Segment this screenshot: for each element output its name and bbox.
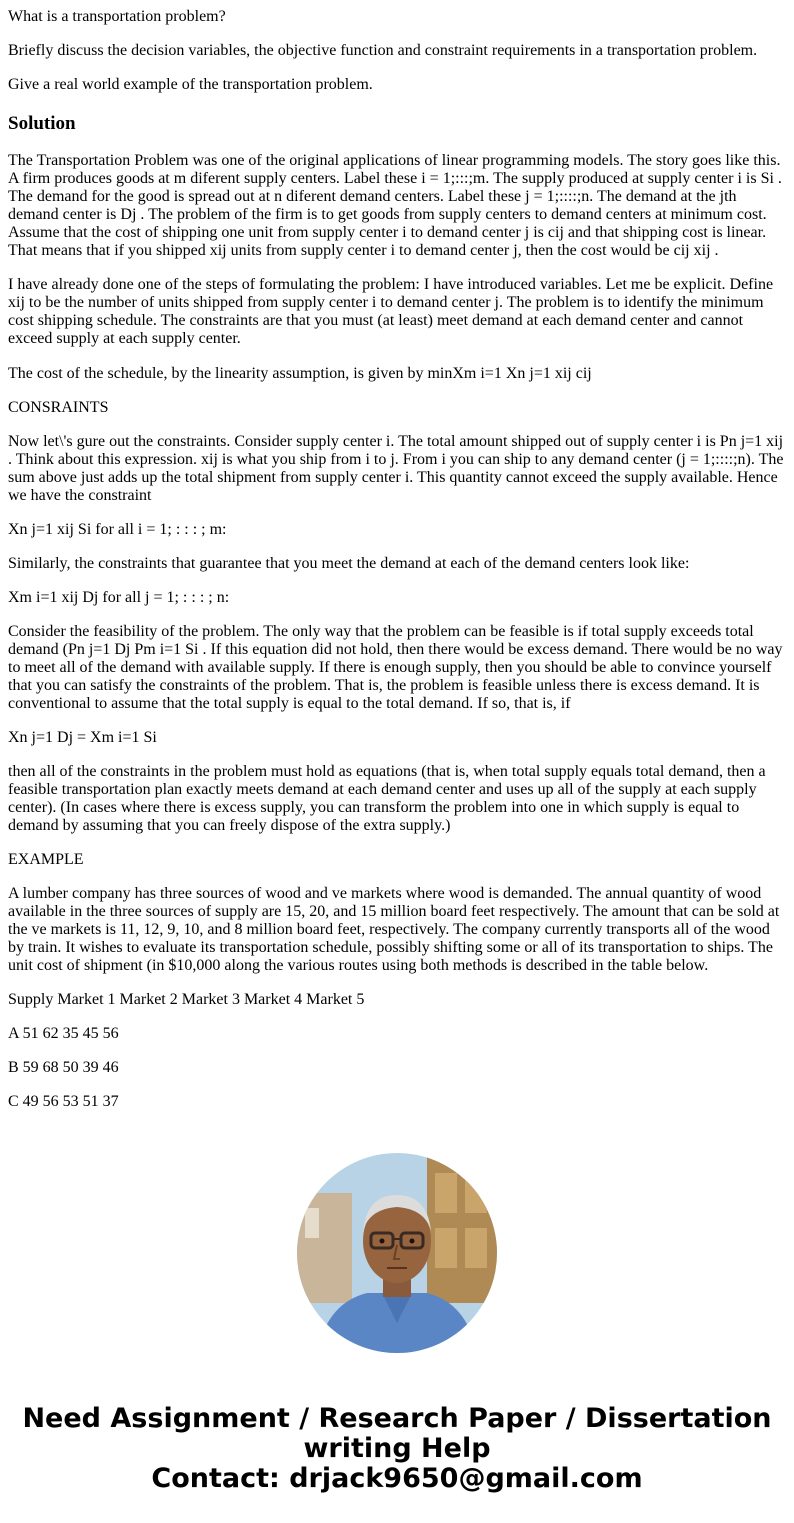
heading-example: EXAMPLE	[8, 851, 84, 868]
question-line-1: What is a transportation problem?	[8, 8, 226, 25]
question-line-3: Give a real world example of the transportation problem.	[8, 76, 373, 93]
paragraph-intro: The Transportation Problem was one of the original applications of linear programming models. The story goes like this. A firm produces goods at m diferent supply centers. Label these i = 1;:::;m. The supply produced at supply center i is Si . The demand for the good is spread out at n diferent demand centers. Label these j = 1;::::;n. The demand at the jth demand center is Dj . The problem of the firm is to get goods from supply centers to demand centers at minimum cost. Assume that the cost of shipping one unit from supply center i to demand center j is cij and that shipping cost is linear. That means that if you shipped xij units from supply center i to demand center j, then the cost would be cij xij .	[8, 152, 782, 259]
footer-contact-email: Contact: drjack9650@gmail.com	[151, 1463, 643, 1494]
paragraph-feasibility: Consider the feasibility of the problem. The only way that the problem can be feasible is if total supply exceeds total demand (Pn j=1 Dj Pm i=1 Si . If this equation did not hold, then there would be excess demand. There would be no way to meet all of the demand with available supply. If there is enough supply, then you should be able to convince yourself that you can satisfy the constraints of the problem. That is, the problem is feasible unless there is excess demand. It is conventional to assume that the total supply is equal to the total demand. If so, that is, if	[8, 623, 783, 712]
question-line-2: Briefly discuss the decision variables, the objective function and constraint requirements in a transportation problem.	[8, 42, 758, 59]
person-photo-icon	[297, 1153, 497, 1353]
table-row-c: C 49 56 53 51 37	[8, 1093, 119, 1110]
heading-constraints: CONSRAINTS	[8, 399, 109, 416]
paragraph-lumber-example: A lumber company has three sources of wood and ve markets where wood is demanded. The annual quantity of wood available in the three sources of supply are 15, 20, and 15 million board feet respectively. The amount that can be sold at the ve markets is 11, 12, 9, 10, and 8 million board feet, respectively. The company currently transports all of the wood by train. It wishes to evaluate its transportation schedule, possibly shifting some or all of its transportation to ships. The unit cost of shipment (in $10,000 along the various routes using both methods is described in the table below.	[8, 885, 780, 974]
formula-demand: Xm i=1 xij Dj for all j = 1; : : : ; n:	[8, 589, 230, 606]
footer-line-2: writing Help	[303, 1433, 491, 1464]
paragraph-objective: The cost of the schedule, by the linearity assumption, is given by minXm i=1 Xn j=1 xij cij	[8, 365, 592, 382]
formula-balance: Xn j=1 Dj = Xm i=1 Si	[8, 729, 157, 746]
promo-footer	[0, 1404, 794, 1494]
table-header-row: Supply Market 1 Market 2 Market 3 Market 4 Market 5	[8, 991, 365, 1008]
table-row-b: B 59 68 50 39 46	[8, 1059, 119, 1076]
footer-line-1: Need Assignment / Research Paper / Dissertation	[22, 1403, 772, 1434]
author-avatar	[297, 1153, 497, 1353]
paragraph-demand-intro: Similarly, the constraints that guarantee that you meet the demand at each of the demand centers look like:	[8, 555, 690, 572]
formula-supply: Xn j=1 xij Si for all i = 1; : : : ; m:	[8, 521, 227, 538]
paragraph-variables: I have already done one of the steps of formulating the problem: I have introduced variables. Let me be explicit. Define xij to be the number of units shipped from supply center i to demand center j. The problem is to identify the minimum cost shipping schedule. The constraints are that you must (at least) meet demand at each demand center and cannot exceed supply at each supply center.	[8, 276, 774, 347]
table-row-a: A 51 62 35 45 56	[8, 1025, 119, 1042]
paragraph-supply-constraint: Now let\'s gure out the constraints. Consider supply center i. The total amount shipped out of supply center i is Pn j=1 xij . Think about this expression. xij is what you ship from i to j. From i you can ship to any demand center (j = 1;::::;n). The sum above just adds up the total shipment from supply center i. This quantity cannot exceed the supply available. Hence we have the constraint	[8, 433, 784, 504]
solution-heading: Solution	[8, 113, 76, 134]
paragraph-equations: then all of the constraints in the problem must hold as equations (that is, when total supply equals total demand, then a feasible transportation plan exactly meets demand at each demand center and uses up all of the supply at each supply center). (In cases where there is excess supply, you can transform the problem into one in which supply is equal to demand by assuming that you can freely dispose of the extra supply.)	[8, 763, 766, 834]
